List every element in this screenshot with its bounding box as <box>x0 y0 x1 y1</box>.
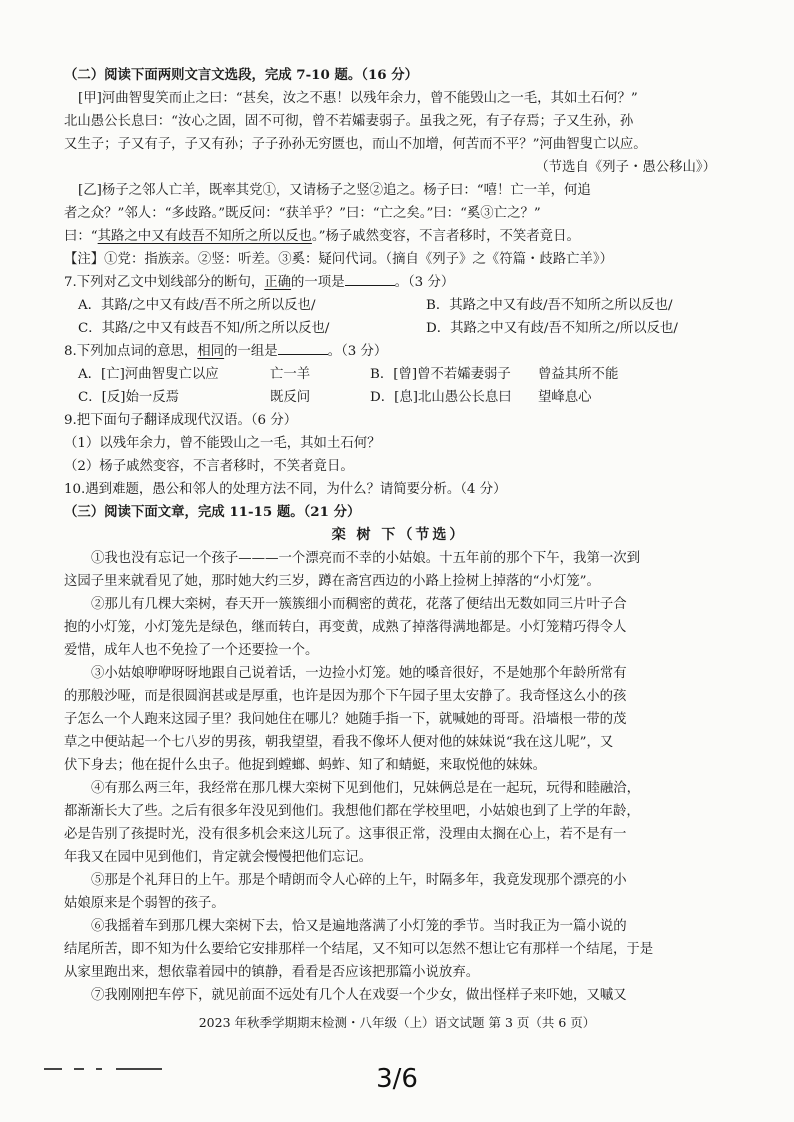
q8-options-row-2 <box>64 386 734 409</box>
yi-line-3 <box>64 225 734 248</box>
p3-line-1: ③小姑娘咿咿呀呀地跟自己说着话，一边捡小灯笼。她的嗓音很好，不是她那个年龄所常有 <box>91 666 627 681</box>
article-paragraph-3 <box>64 662 734 777</box>
q7-option-c[interactable]: C．其路/之中又有歧吾不知/所之所以反也/ <box>78 321 330 336</box>
q7-stem-underlined: 正确 <box>264 275 292 290</box>
page-indicator: 3/6 <box>376 1064 418 1094</box>
q8-option-d-pair: 望峰息心 <box>538 390 592 405</box>
p4-line-3: 必是告别了孩提时光，没有很多机会来这儿玩了。这事很正常，没理由太搁在心上，若不是有一 <box>64 827 627 842</box>
yi-line-2: 者之众？”邻人：“多歧路。”既反问：“获羊乎？”曰：“亡之矣。”曰：“奚③亡之？” <box>64 206 541 221</box>
q8-answer-blank[interactable] <box>278 340 328 355</box>
p3-line-4: 草之中便站起一个七八岁的男孩，朝我望望，看我不像坏人便对他的妹妹说“我在这儿呢”，又 <box>64 735 614 750</box>
p1-line-1: ①我也没有忘记一个孩子———一个漂亮而不幸的小姑娘。十五年前的那个下午，我第一次到 <box>91 551 641 566</box>
p4-line-4: 年我又在园中见到他们，肯定就会慢慢把他们忘记。 <box>64 850 372 865</box>
q8-stem-prefix: 8.下列加点词的意思， <box>64 344 198 359</box>
p6-line-2: 结尾所苦，即不知为什么要给它安排那样一个结尾，又不知可以怎然不想让它有那样一个结尾，于是 <box>64 942 654 957</box>
q7-stem-end: 。（3 分） <box>394 275 455 290</box>
p4-line-1: ④有那么两三年，我经常在那几棵大栾树下见到他们，兄妹俩总是在一起玩，玩得和睦融洽， <box>91 781 641 796</box>
p2-line-1: ②那儿有几棵大栾树，春天开一簇簇细小而稠密的黄花，花落了便结出无数如同三片叶子合 <box>91 597 627 612</box>
page-footer: 2023 年秋季学期期末检测・八年级（上）语文试题 第 3 页（共 6 页） <box>198 1015 596 1030</box>
article-paragraph-5 <box>64 869 734 915</box>
jia-source: （节选自《列子・愚公移山》） <box>535 160 716 175</box>
yi-line-1: [乙]杨子之邻人亡羊，既率其党①，又请杨子之竖②追之。杨子曰：“嘻！亡一羊，何追 <box>78 183 591 198</box>
section3-heading: （三）阅读下面文章，完成 11-15 题。（21 分） <box>64 504 361 520</box>
p5-line-2: 姑娘原来是个弱智的孩子。 <box>64 896 225 911</box>
q8-stem-underlined: 相同 <box>197 344 225 359</box>
p6-line-1: ⑥我摇着车到那几棵大栾树下去，恰又是遍地落满了小灯笼的季节。当时我正为一篇小说的 <box>91 919 627 934</box>
p1-line-2: 这园子里来就看见了她，那时她大约三岁，蹲在斋宫西边的小路上捡树上掉落的“小灯笼”。 <box>64 574 600 589</box>
q7-stem <box>64 271 734 294</box>
q10-stem: 10.遇到难题，愚公和邻人的处理方法不同，为什么？请简要分析。（4 分） <box>64 482 507 497</box>
q7-answer-blank[interactable] <box>345 271 395 286</box>
q8-stem-end: 。（3 分） <box>327 344 388 359</box>
q8-option-d-term[interactable]: D．[息]北山愚公长息曰 <box>370 390 512 405</box>
q8-option-b-pair: 曾益其所不能 <box>538 367 619 382</box>
article-paragraph-4 <box>64 777 734 869</box>
article-title: 栾 树 下（节选） <box>331 527 467 543</box>
p3-line-5: 伏下身去；他在捉什么虫子。他捉到螳螂、蚂蚱、知了和蜻蜓，来取悦他的妹妹。 <box>64 758 547 773</box>
q7-option-a[interactable]: A．其路/之中又有歧/吾不所之所以反也/ <box>78 298 316 313</box>
yi-line-3-prefix: 曰：“ <box>64 229 98 244</box>
p6-line-3: 从家里跑出来，想依靠着园中的镇静，看看是否应该把那篇小说放弃。 <box>64 965 480 980</box>
article-paragraph-7 <box>64 984 734 1007</box>
q8-option-a-pair: 亡一羊 <box>270 367 311 382</box>
q8-options-row-1 <box>64 363 734 386</box>
jia-line-3: 又生子；子又有子，子又有孙；子子孙孙无穷匮也，而山不加增，何苦而不平？”河曲智叟亡以应。 <box>64 137 647 152</box>
section2-heading: （二）阅读下面两则文言文选段，完成 7-10 题。（16 分） <box>64 67 419 83</box>
article-paragraph-6 <box>64 915 734 984</box>
p3-line-2: 的那般沙哑，而是很圆润甚或是厚重，也许是因为那个下午园子里太安静了。我奇怪这么小的孩 <box>64 689 627 704</box>
annotation-note: 【注】①党：指族亲。②竖：听差。③奚：疑问代词。（摘自《列子》之《符篇・歧路亡羊》） <box>64 252 614 267</box>
jia-line-1: [甲]河曲智叟笑而止之曰：“甚矣，汝之不惠！以残年余力，曾不能毁山之一毛，其如土石何？” <box>78 91 638 106</box>
yi-line-3-suffix: 。”杨子戚然变容，不言者移时，不笑者竟日。 <box>311 229 580 244</box>
q8-option-c-term[interactable]: C．[反]始一反焉 <box>78 390 180 405</box>
q8-stem-suffix: 的一组是 <box>224 344 278 359</box>
q7-stem-suffix: 的一项是 <box>291 275 345 290</box>
q7-options-row-2 <box>64 317 734 340</box>
article-paragraph-2 <box>64 593 734 662</box>
q9-item-1: （1）以残年余力，曾不能毁山之一毛，其如土石何？ <box>64 436 381 451</box>
p4-line-2: 都渐渐长大了些。之后有很多年没见到他们。我想他们都在学校里吧，小姑娘也到了上学的年龄， <box>64 804 640 819</box>
q7-option-d[interactable]: D．其路之中又有歧/吾不知所之/所以反也/ <box>426 321 678 336</box>
article-paragraph-1 <box>64 547 734 593</box>
jia-line-2: 北山愚公长息曰：“汝心之固，固不可彻，曾不若孀妻弱子。虽我之死，有子存焉；子又生孙，孙 <box>64 114 634 129</box>
q9-stem: 9.把下面句子翻译成现代汉语。（6 分） <box>64 413 298 428</box>
q7-options-row-1 <box>64 294 734 317</box>
q8-stem <box>64 340 734 363</box>
q9-item-2: （2）杨子戚然变容，不言者移时，不笑者竟日。 <box>64 459 354 474</box>
p5-line-1: ⑤那是个礼拜日的上午。那是个晴朗而令人心碎的上午，时隔多年，我竟发现那个漂亮的小 <box>91 873 627 888</box>
q8-option-c-pair: 既反问 <box>270 390 311 405</box>
yi-underlined-sentence: 其路之中又有歧吾不知所之所以反也 <box>97 229 312 244</box>
q7-option-b[interactable]: B．其路之中又有歧/吾不知所之所以反也/ <box>426 298 673 313</box>
q8-option-b-term[interactable]: B．[曾]曾不若孀妻弱子 <box>370 367 511 382</box>
q8-option-a-term[interactable]: A．[亡]河曲智叟亡以应 <box>78 367 219 382</box>
p7-line-1: ⑦我刚刚把车停下，就见前面不远处有几个人在戏耍一个少女，做出怪样子来吓她，又嘁又 <box>91 988 627 1003</box>
p2-line-2: 抱的小灯笼，小灯笼先是绿色，继而转白，再变黄，成熟了掉落得满地都是。小灯笼精巧得令人 <box>64 620 627 635</box>
q7-stem-prefix: 7.下列对乙文中划线部分的断句， <box>64 275 265 290</box>
p2-line-3: 爱惜，成年人也不免捡了一个还要捡一个。 <box>64 643 319 658</box>
page-content <box>64 64 734 1007</box>
p3-line-3: 子怎么一个人跑来这园子里？我问她住在哪儿？她随手指一下，就喊她的哥哥。沿墙根一带的茂 <box>64 712 627 727</box>
